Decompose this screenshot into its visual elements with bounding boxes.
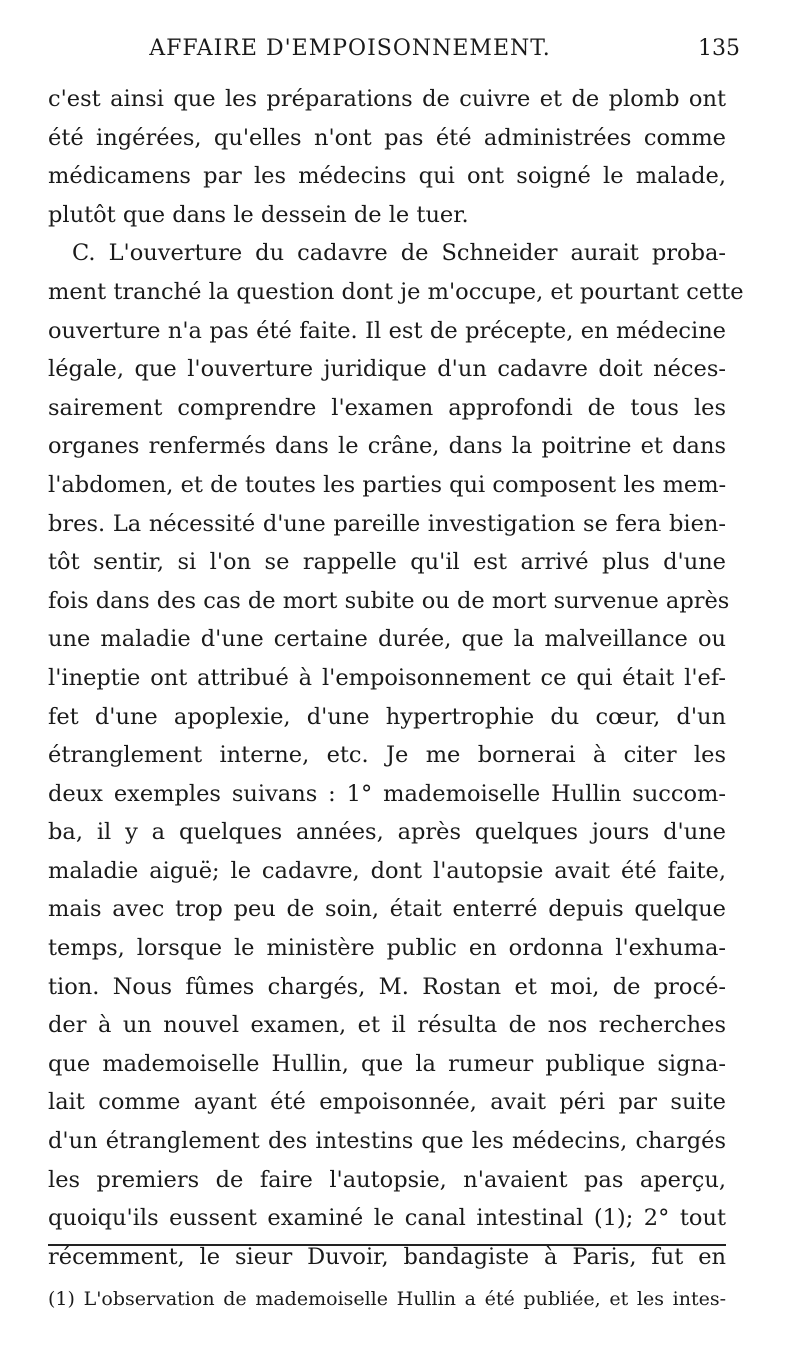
- text-line: C. L'ouverture du cadavre de Schneider aurait proba-: [72, 240, 726, 267]
- text-line: d'un étranglement des intestins que les médecins, chargés: [48, 1128, 726, 1155]
- text-line: l'abdomen, et de toutes les parties qui composent les mem-: [48, 471, 727, 498]
- text-line: une maladie d'une certaine durée, que la malveillance ou: [48, 626, 726, 653]
- text-line: quoiqu'ils eussent examiné le canal intestinal (1); 2° tout: [48, 1205, 726, 1232]
- footnote-divider: [48, 1244, 726, 1246]
- text-line: maladie aiguë; le cadavre, dont l'autopsie avait été faite,: [48, 857, 726, 884]
- text-line: médicamens par les médecins qui ont soigné le malade,: [48, 163, 726, 190]
- text-line: tôt sentir, si l'on se rappelle qu'il est arrivé plus d'une: [48, 549, 726, 576]
- text-line: l'ineptie ont attribué à l'empoisonnement ce qui était l'ef-: [48, 664, 726, 691]
- text-line: tion. Nous fûmes chargés, M. Rostan et moi, de procé-: [48, 973, 726, 1000]
- text-line: les premiers de faire l'autopsie, n'avaient pas aperçu,: [48, 1166, 726, 1193]
- text-line: ouverture n'a pas été faite. Il est de précepte, en médecine: [48, 317, 726, 344]
- text-line: que mademoiselle Hullin, que la rumeur publique signa-: [48, 1050, 726, 1077]
- text-line: ment tranché la question dont je m'occupe, et pourtant cette: [48, 278, 744, 305]
- text-line: récemment, le sieur Duvoir, bandagiste à Paris, fut en: [48, 1243, 726, 1270]
- text-line: organes renfermés dans le crâne, dans la poitrine et dans: [48, 433, 726, 460]
- page-header: [40, 30, 740, 70]
- text-line: c'est ainsi que les préparations de cuivre et de plomb ont: [48, 86, 726, 112]
- text-line: plutôt que dans le dessein de le tuer.: [48, 201, 469, 228]
- text-line: der à un nouvel examen, et il résulta de nos recherches: [48, 1012, 726, 1039]
- text-line: légale, que l'ouverture juridique d'un cadavre doit néces-: [48, 356, 726, 383]
- text-line: ba, il y a quelques années, après quelques jours d'une: [48, 819, 726, 846]
- footnote: (1) L'observation de mademoiselle Hullin a été publiée, et les intes-: [48, 1288, 726, 1310]
- text-line: mais avec trop peu de soin, était enterré depuis quelque: [48, 896, 726, 923]
- text-line: bres. La nécessité d'une pareille investigation se fera bien-: [48, 510, 726, 537]
- text-line: lait comme ayant été empoisonnée, avait péri par suite: [48, 1089, 726, 1116]
- text-line: temps, lorsque le ministère public en ordonna l'exhuma-: [48, 935, 726, 962]
- text-line: été ingérées, qu'elles n'ont pas été administrées comme: [48, 124, 726, 151]
- running-title: AFFAIRE D'EMPOISONNEMENT.: [149, 36, 551, 61]
- text-line: fois dans des cas de mort subite ou de mort survenue après: [48, 587, 730, 614]
- text-line: fet d'une apoplexie, d'une hypertrophie du cœur, d'un: [48, 703, 726, 730]
- body-text: [48, 80, 744, 1276]
- page-number: 135: [698, 36, 740, 61]
- text-line: sairement comprendre l'examen approfondi de tous les: [48, 394, 726, 421]
- text-line: étranglement interne, etc. Je me bornerai à citer les: [48, 742, 726, 769]
- text-line: deux exemples suivans : 1° mademoiselle Hullin succom-: [48, 780, 726, 807]
